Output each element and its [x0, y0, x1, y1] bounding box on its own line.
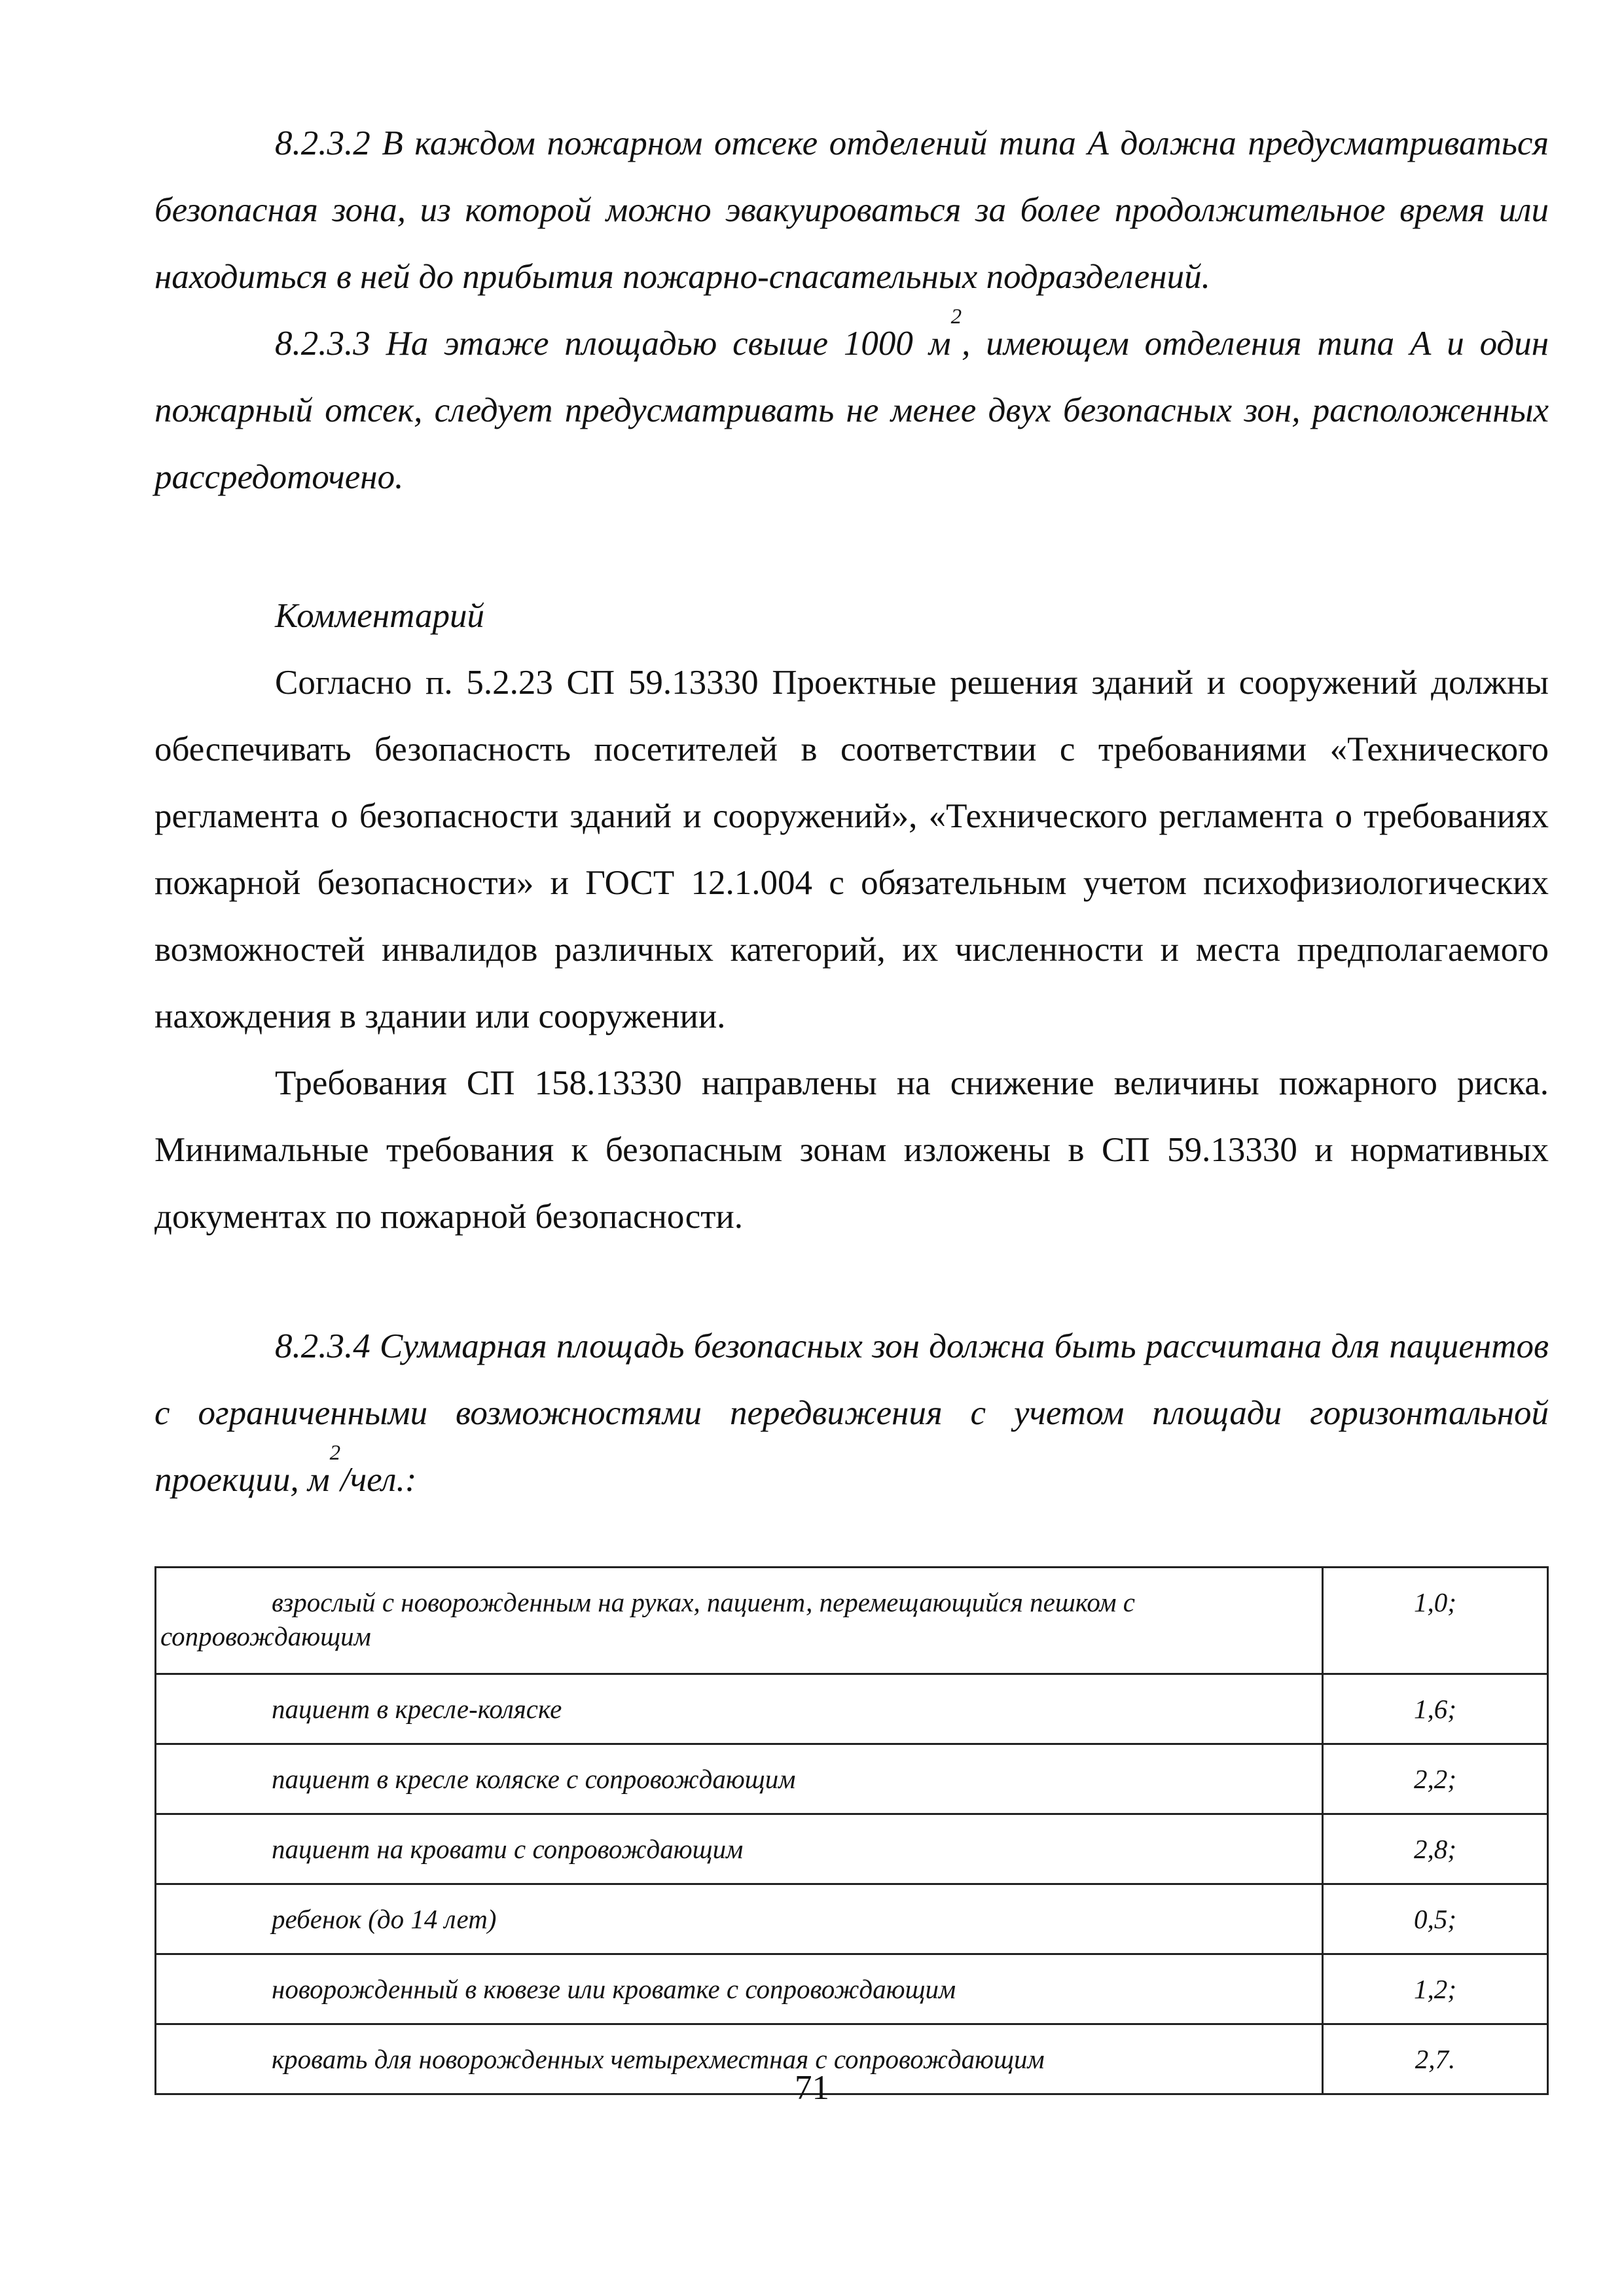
table-cell-label: пациент на кровати с сопровождающим: [156, 1814, 1323, 1884]
paragraph-8-2-3-4: [154, 1313, 1549, 1513]
paragraph-8-2-3-3-text-before: 8.2.3.3 На этаже площадью свыше 1000 м: [275, 325, 951, 363]
comment-paragraph-1: Согласно п. 5.2.23 СП 59.13330 Проектные решения зданий и сооружений должны обеспечивать безопасность посетителей в соответствии с требованиями «Технического регламента о безопасности зданий и сооружений», «Технического регламента о требованиях пожарной безопасности» и ГОСТ 12.1.004 с обязательным учетом психофизиологических возможностей инвалидов различных категорий, их численности и места предполагаемого нахождения в здании или сооружении.: [154, 664, 1549, 1035]
comment-paragraph-2: Требования СП 158.13330 направлены на снижение величины пожарного риска. Минимальные требования к безопасным зонам изложены в СП 59.13330 и нормативных документах по пожарной безопасности.: [154, 1064, 1549, 1236]
table-cell-value: 1,0;: [1323, 1568, 1548, 1674]
paragraph-8-2-3-3: [154, 305, 1549, 511]
table-cell-value: 2,2;: [1323, 1744, 1548, 1814]
table-cell-value: 1,2;: [1323, 1954, 1548, 2024]
table-row: [156, 1674, 1548, 1744]
paragraph-8-2-3-4-text-before: 8.2.3.4 Суммарная площадь безопасных зон должна быть рассчитана для пациентов с ограниченными возможностями передвижения с учетом площади горизонтальной проекции, м: [154, 1327, 1549, 1499]
table-row: [156, 1954, 1548, 2024]
paragraph-8-2-3-3-text-after: , имеющем отделения типа А и один пожарный отсек, следует предусматривать не менее двух безопасных зон, расположенных рассредоточено.: [154, 325, 1549, 496]
table-cell-label: пациент в кресле коляске с сопровождающим: [156, 1744, 1323, 1814]
page-number: 71: [795, 2069, 829, 2107]
table-cell-label: новорожденный в кювезе или кроватке с сопровождающим: [156, 1954, 1323, 2024]
comment-heading: Комментарий: [275, 597, 485, 635]
table-cell-label: пациент в кресле-коляске: [156, 1674, 1323, 1744]
document-body: [154, 110, 1549, 1513]
table-cell-label: кровать для новорожденных четырехместная с сопровождающим: [156, 2024, 1323, 2094]
table-cell-value: 0,5;: [1323, 1884, 1548, 1954]
table-cell-value: 1,6;: [1323, 1674, 1548, 1744]
table-cell-value: 2,8;: [1323, 1814, 1548, 1884]
table-row: [156, 1568, 1548, 1674]
paragraph-8-2-3-2: 8.2.3.2 В каждом пожарном отсеке отделений типа А должна предусматриваться безопасная зона, из которой можно эвакуироваться за более продолжительное время или находиться в ней до прибытия пожарно-спасательных подразделений.: [154, 124, 1549, 296]
table-cell-value: 2,7.: [1323, 2024, 1548, 2094]
table-row: [156, 1814, 1548, 1884]
table-cell-label: взрослый с новорожденным на руках, пациент, перемещающийся пешком с сопровождающим: [156, 1568, 1323, 1674]
superscript: 2: [329, 1441, 341, 1465]
table-cell-label: ребенок (до 14 лет): [156, 1884, 1323, 1954]
paragraph-8-2-3-4-text-after: /чел.:: [340, 1461, 417, 1499]
table-row: [156, 1744, 1548, 1814]
superscript: 2: [950, 305, 962, 329]
table-row: [156, 1884, 1548, 1954]
safe-zone-area-table: [154, 1566, 1549, 2095]
